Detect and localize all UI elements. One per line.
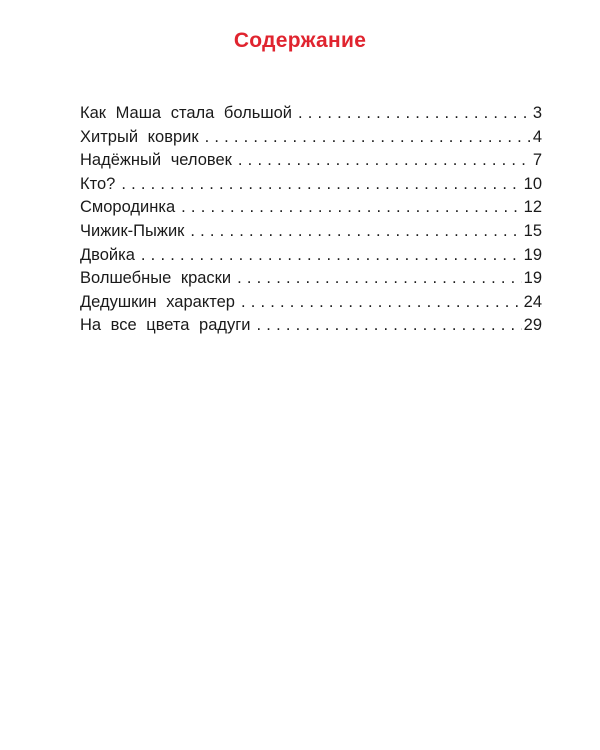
toc-entry-title: Хитрый коврик [80, 127, 199, 146]
toc-leader-dots [237, 267, 522, 291]
toc-entry-title: Волшебные краски [80, 269, 232, 288]
page-title: Содержание [233, 29, 367, 52]
toc-leader-dots [238, 149, 531, 173]
table-of-contents [80, 102, 542, 338]
toc-entry-page: 24 [523, 292, 542, 311]
toc-entry-title: Чижик-Пыжик [80, 221, 185, 240]
toc-entry-title: Дедушкин характер [80, 292, 235, 311]
toc-entry[interactable] [80, 102, 542, 126]
toc-entry-page: 29 [523, 316, 542, 335]
toc-entry-page: 4 [532, 127, 542, 146]
toc-entry-page: 19 [523, 245, 542, 264]
toc-entry[interactable] [80, 314, 542, 338]
toc-entry-page: 19 [523, 269, 542, 288]
toc-leader-dots [190, 220, 521, 244]
toc-entry[interactable] [80, 244, 542, 268]
toc-leader-dots [121, 173, 521, 197]
toc-entry-page: 12 [523, 198, 542, 217]
toc-entry-title: На все цвета радуги [80, 316, 251, 335]
toc-entry[interactable] [80, 126, 542, 150]
toc-entry-page: 7 [532, 151, 542, 170]
toc-leader-dots [181, 196, 521, 220]
toc-entry-title: Надёжный человек [80, 151, 232, 170]
toc-entry[interactable] [80, 220, 542, 244]
toc-entry-page: 10 [523, 174, 542, 193]
toc-entry[interactable] [80, 267, 542, 291]
toc-leader-dots [141, 244, 522, 268]
toc-leader-dots [257, 314, 522, 338]
toc-entry[interactable] [80, 196, 542, 220]
toc-entry[interactable] [80, 149, 542, 173]
toc-entry[interactable] [80, 291, 542, 315]
toc-entry-page: 3 [532, 104, 542, 122]
toc-entry-title: Двойка [80, 245, 135, 264]
toc-entry-title: Смородинка [80, 198, 176, 217]
toc-entry[interactable] [80, 173, 542, 197]
toc-leader-dots [241, 291, 522, 315]
toc-entry-title: Кто? [80, 174, 116, 193]
toc-entry-page: 15 [523, 221, 542, 240]
toc-leader-dots [205, 126, 531, 150]
toc-entry-title: Как Маша стала большой [80, 104, 293, 122]
toc-leader-dots [298, 102, 531, 126]
